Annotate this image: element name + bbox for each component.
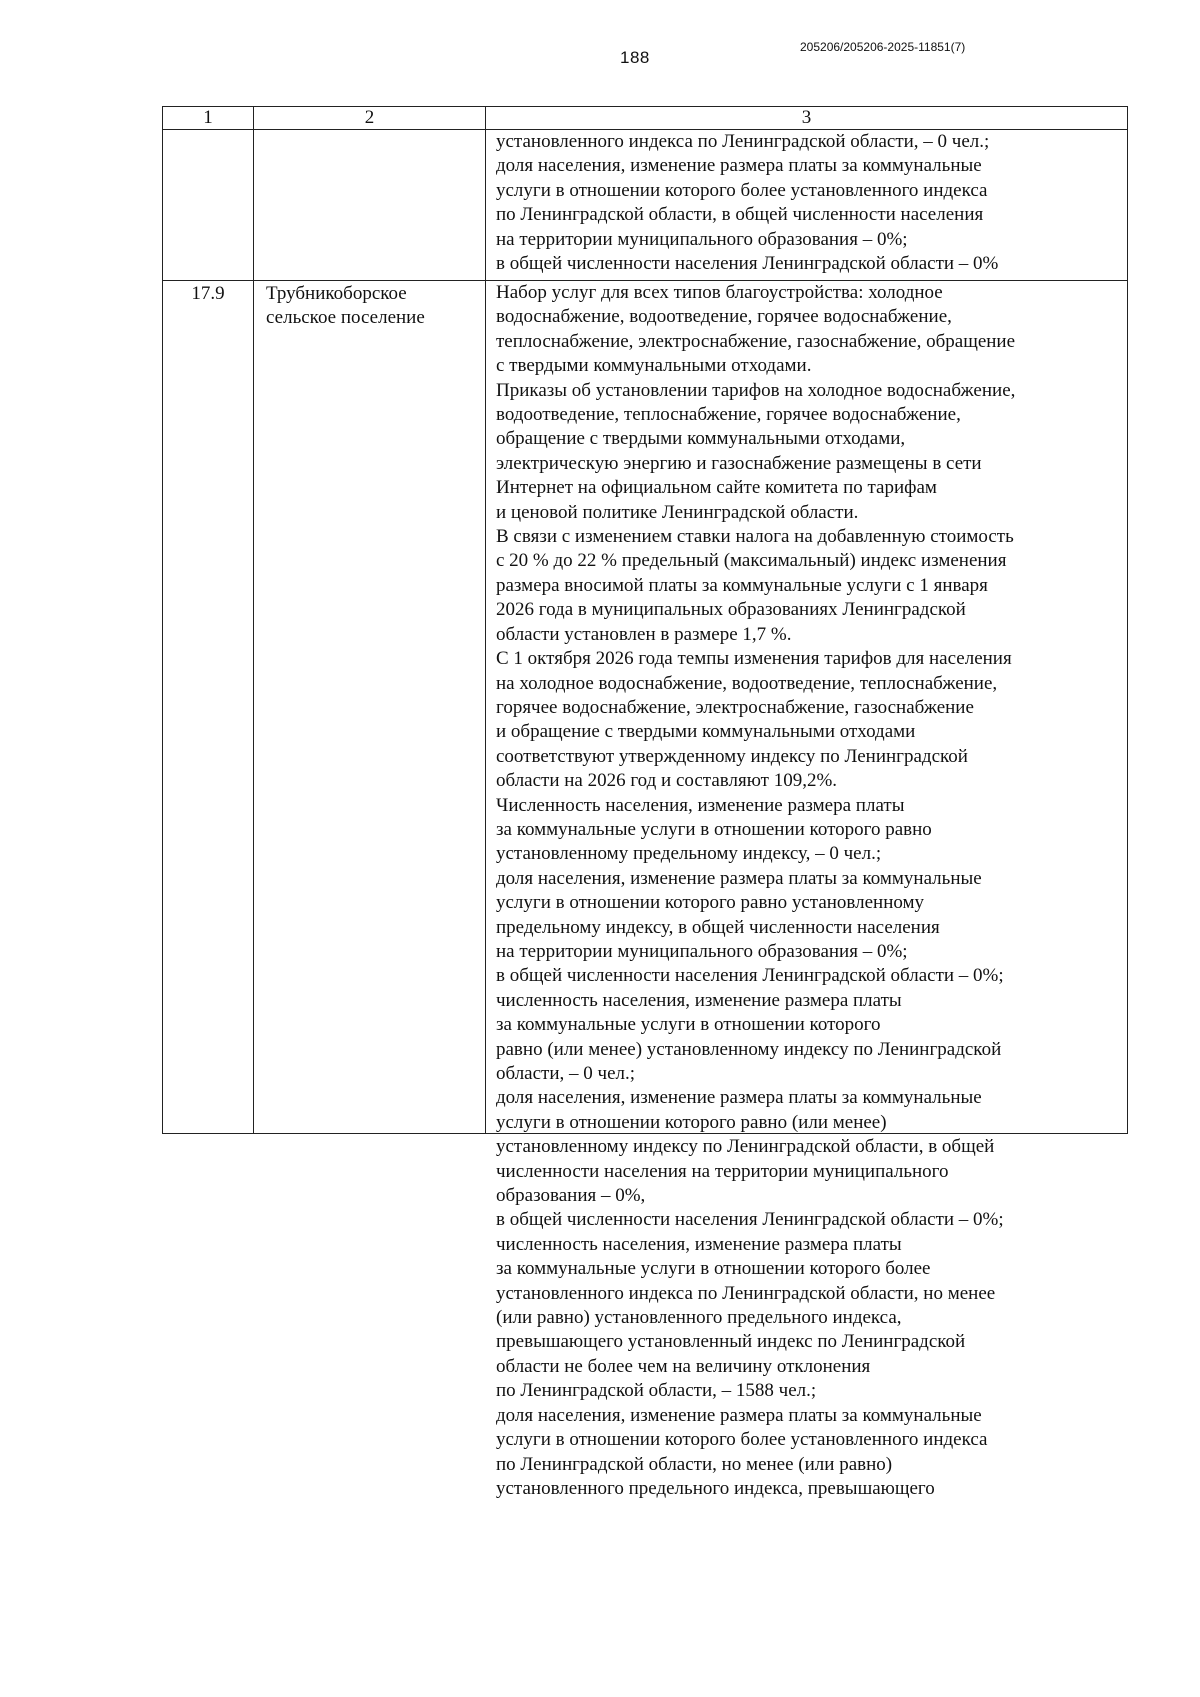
description-line: услуги в отношении которого более установленного индекса [496,1429,988,1451]
document-id: 205206/205206-2025-11851(7) [800,40,966,54]
column-header-2: 2 [254,107,486,129]
table-row [163,130,1127,280]
description-line: предельному индексу, в общей численности населения [496,916,940,938]
description-line: области на 2026 год и составляют 109,2%. [496,770,838,792]
description-line: и обращение с твердыми коммунальными отходами [496,721,916,743]
description-line: услуги в отношении которого равно установленному [496,892,925,914]
description-line: доля населения, изменение размера платы за коммунальные [496,867,982,889]
description-line: обращение с твердыми коммунальными отходами, [496,428,906,450]
municipality-cell [254,130,486,280]
description-line: Приказы об установлении тарифов на холодное водоснабжение, [496,379,1016,401]
description-line: установленному индексу по Ленинградской области, в общей [496,1136,995,1158]
description-line: услуги в отношении которого равно (или менее) [496,1111,887,1133]
description-line: Численность населения, изменение размера платы [496,794,905,816]
description-line: образования – 0%, [496,1185,646,1207]
description-line: установленного предельного индекса, превышающего [496,1477,935,1499]
description-line: доля населения, изменение размера платы за коммунальные [496,155,982,177]
description-line: услуги в отношении которого более установленного индекса [496,179,988,201]
description-line: Интернет на официальном сайте комитета по тарифам [496,477,937,499]
description-line: В связи с изменением ставки налога на добавленную стоимость [496,526,1014,548]
description-line: электрическую энергию и газоснабжение размещены в сети [496,452,982,474]
municipality-name-line: сельское поселение [266,307,425,329]
description-line: в общей численности населения Ленинградской области – 0%; [496,965,1004,987]
description-line: превышающего установленный индекс по Ленинградской [496,1331,966,1353]
description-line: теплоснабжение, электроснабжение, газоснабжение, обращение [496,330,1016,352]
description-line: водоснабжение, водоотведение, горячее водоснабжение, [496,306,952,328]
table-header-row [163,107,1127,130]
description-line: с 20 % до 22 % предельный (максимальный) индекс изменения [496,550,1007,572]
description-line: области не более чем на величину отклонения [496,1355,871,1377]
description-line: (или равно) установленного предельного индекса, [496,1307,902,1329]
description-line: области установлен в размере 1,7 %. [496,623,792,645]
description-cell [486,130,1127,280]
description-line: на холодное водоснабжение, водоотведение, теплоснабжение, [496,672,998,694]
table-row [163,280,1127,1499]
description-line: С 1 октября 2026 года темпы изменения тарифов для населения [496,648,1012,670]
column-header-1: 1 [163,107,254,129]
page-number: 188 [620,48,650,67]
description-line: на территории муниципального образования – 0%; [496,228,908,250]
description-line: численность населения, изменение размера платы [496,1233,902,1255]
description-line: численности населения на территории муниципального [496,1160,949,1182]
description-line: горячее водоснабжение, электроснабжение, газоснабжение [496,696,974,718]
description-line: и ценовой политике Ленинградской области. [496,501,859,523]
municipality-name-line: Трубникоборское [266,283,407,304]
description-line: водоотведение, теплоснабжение, горячее водоснабжение, [496,404,961,426]
description-line: равно (или менее) установленному индексу по Ленинградской [496,1038,1002,1060]
description-line: за коммунальные услуги в отношении которого более [496,1258,931,1280]
row-number-cell: 17.9 [163,281,254,1133]
description-line: 2026 года в муниципальных образованиях Ленинградской [496,599,966,621]
description-line: по Ленинградской области, но менее (или равно) [496,1453,893,1475]
description-line: по Ленинградской области, – 1588 чел.; [496,1380,817,1402]
description-line: Набор услуг для всех типов благоустройства: холодное [496,282,943,303]
municipality-cell [254,281,486,1133]
description-line: за коммунальные услуги в отношении которого равно [496,818,932,840]
column-header-3: 3 [801,107,812,128]
description-line: в общей численности населения Ленинградской области – 0% [496,253,999,275]
description-line: на территории муниципального образования – 0%; [496,940,908,962]
description-line: области, – 0 чел.; [496,1063,636,1084]
description-line: доля населения, изменение размера платы за коммунальные [496,1087,982,1109]
description-line: в общей численности населения Ленинградской области – 0%; [496,1209,1004,1231]
description-line: по Ленинградской области, в общей численности населения [496,204,984,226]
description-line: соответствуют утвержденному индексу по Ленинградской [496,745,968,767]
description-line: доля населения, изменение размера платы за коммунальные [496,1404,982,1426]
description-line: установленного индекса по Ленинградской области, – 0 чел.; [496,131,990,152]
description-cell [486,281,1127,1499]
description-line: за коммунальные услуги в отношении которого [496,1014,881,1036]
description-line: с твердыми коммунальными отходами. [496,355,812,377]
description-line: установленному предельному индексу, – 0 чел.; [496,843,882,865]
description-line: численность населения, изменение размера платы [496,989,902,1011]
description-line: размера вносимой платы за коммунальные услуги с 1 января [496,574,988,596]
tariff-table [162,106,1128,1499]
row-number-cell [163,130,254,280]
description-line: установленного индекса по Ленинградской области, но менее [496,1282,996,1304]
